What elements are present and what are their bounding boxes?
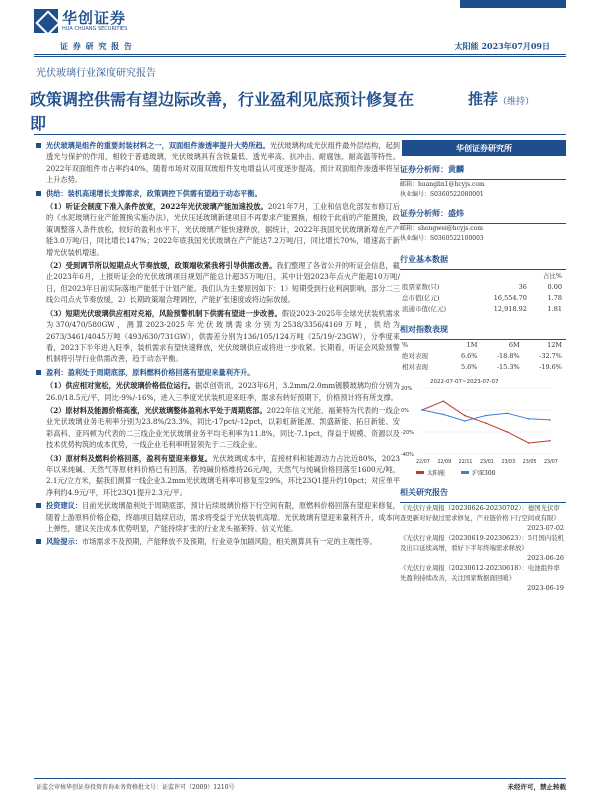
table-cell: 5.6% bbox=[460, 362, 478, 371]
table-row bbox=[400, 361, 564, 372]
table-cell: 12,918.92 bbox=[493, 304, 527, 313]
series-point bbox=[443, 400, 445, 402]
rating-main: 推荐 bbox=[468, 90, 499, 108]
paragraph-text: 光伏玻璃成本中，直接材料和能源动力占比近80%，2023年以来纯碱、天然气等原材料价格已有回落，若纯碱价格维持26元/吨，天然气与纯碱价格回落至1600元/吨，2.1元/立方米，据我们测算一线企业3.2mm光伏玻璃毛利率可修复至29%，环比23Q1提升约10pct；对应单平净利约4.9元/平，环比23Q1提升2.3元/平。 bbox=[46, 453, 400, 497]
analyst-cert: 执业编号：S0360522100003 bbox=[400, 235, 484, 242]
body-paragraph bbox=[36, 188, 400, 199]
paragraph-lead: （3）短期光伏玻璃供应相对充裕，风险预警机制下供需有望进一步改善。 bbox=[46, 308, 282, 318]
body-paragraph bbox=[36, 405, 400, 451]
paragraph-text: 假设2023-2025年全球光伏装机需求为370/470/580GW，测算2023-2025年光伏玻璃需求分别为2538/3356/4169万吨，供给为2673/3461/4045万吨（493/630/731GW），供需差分别为136/105/124万吨（25/19/-23GW），分季度来看，2023下半年进入旺季，装机需求有望快速释放，光伏玻璃供应或将进一步收紧。长期看，听证会风险预警机制将引导行业供需改善，趋于动态平衡。 bbox=[46, 308, 400, 364]
basic-data-header bbox=[400, 270, 564, 281]
table-header-cell bbox=[473, 270, 529, 281]
company-logo bbox=[34, 8, 184, 34]
body-paragraph bbox=[36, 260, 400, 306]
legend-swatch bbox=[416, 471, 424, 474]
x-tick-label: 23/05 bbox=[522, 460, 537, 465]
table-cell: 16,554.70 bbox=[493, 293, 527, 302]
table-row bbox=[400, 350, 564, 361]
table-cell: -18.8% bbox=[496, 351, 520, 360]
legend-item bbox=[416, 468, 445, 477]
report-type: 证 券 研 究 报 告 bbox=[60, 41, 133, 51]
paragraph-lead: 盈利：盈利处于周期底部，原料燃料价格回落有望迎来量利齐升。 bbox=[46, 367, 255, 377]
rating-sub: （维持） bbox=[498, 97, 535, 107]
paragraph-text: 2021年7月，工业和信息化部发布修订后的《水泥玻璃行业产能置换实施办法》，光伏压延玻璃新建项目不再要求产能置换，相较于此前的产能置换，政策调整落入条件放松，较好的盈利水平下，光伏玻璃产能快速释放，据统计，2022年我国光伏玻璃新增在产产能3.0万吨/日，同比增长147%；2022年底我国光伏玻璃在产产能达7.2万吨/日，同比增长70%，增速高于新增光伏装机增速。 bbox=[46, 202, 400, 257]
performance-table bbox=[400, 340, 564, 372]
body-paragraph bbox=[36, 536, 400, 547]
paragraph-lead: （3）原材料及燃料价格回落，盈利有望迎来修复。 bbox=[46, 453, 213, 463]
title-rule bbox=[34, 134, 566, 135]
paragraph-lead: 光伏玻璃是组件的重要封装材料之一，双面组件渗透率提升大势所趋。 bbox=[46, 141, 270, 150]
series-point bbox=[443, 414, 445, 416]
legend-swatch bbox=[461, 471, 469, 474]
paragraph-lead: （2）原材料及能源价格高涨，光伏玻璃整体盈利水平处于周期底部。 bbox=[46, 405, 267, 415]
table-cell: -19.6% bbox=[539, 362, 562, 371]
table-row bbox=[400, 303, 564, 314]
analyst-name: 证券分析师：黄麟 bbox=[400, 164, 464, 174]
chart-title: 2022-07-07~2023-07-07 bbox=[430, 379, 499, 385]
x-tick-label: 22/09 bbox=[437, 460, 452, 465]
table-cell: 1.78 bbox=[547, 293, 562, 302]
x-tick-label: 22/11 bbox=[458, 460, 473, 465]
analyst-email: 邮箱：huanglin1@hcyjs.com bbox=[400, 181, 485, 188]
body-paragraph bbox=[36, 367, 400, 378]
header-rule bbox=[34, 54, 566, 55]
paragraph-lead: （2）受到调节所以短期点火节奏放缓，政策端收紧我将引导供需改善。 bbox=[46, 261, 277, 271]
x-tick-label: 23/01 bbox=[480, 460, 494, 465]
institute-header: 华创证券研究所 bbox=[402, 140, 566, 156]
paragraph-text: 据卓创资讯，2023年6月，3.2mm/2.0mm镀膜玻璃均价分别为26.0/18.5元/平，同比-9%/-16%，进入三季度光伏装机迎来旺季，需求有转好预期下，价格预计将有所支撑。 bbox=[46, 381, 400, 402]
performance-chart-svg bbox=[400, 376, 564, 468]
analyst-name: 证券分析师：盛炜 bbox=[400, 208, 464, 218]
series-point bbox=[485, 422, 487, 424]
logo-name: 华创证券 bbox=[62, 8, 127, 27]
series-point bbox=[549, 440, 551, 442]
table-cell: 36 bbox=[518, 282, 527, 291]
related-report-date: 2023-07-02 bbox=[527, 524, 564, 532]
analyst-email: 邮箱：shengwei@hcyjs.com bbox=[400, 225, 483, 232]
related-report-item bbox=[400, 563, 566, 593]
body-paragraph bbox=[36, 308, 400, 365]
paragraph-lead: 风险提示： bbox=[46, 537, 82, 547]
report-body bbox=[36, 140, 400, 550]
table-row bbox=[400, 292, 564, 303]
table-cell: 1.81 bbox=[547, 304, 562, 313]
body-paragraph bbox=[36, 380, 400, 403]
top-accent-bar bbox=[460, 0, 566, 8]
table-header-cell: 6M bbox=[508, 341, 520, 349]
x-tick-label: 23/03 bbox=[501, 460, 516, 465]
table-header-cell: 1M bbox=[466, 341, 478, 349]
related-report-title: 《光伏行业周报（20230626-20230702）：德国光伏审查更新对好做过需求修复，产业链价格下行空间或有限》 bbox=[400, 504, 560, 522]
body-paragraph bbox=[36, 201, 400, 258]
table-cell: 绝对表现 bbox=[402, 352, 428, 360]
header-rule-2 bbox=[34, 56, 566, 57]
table-cell: 总市值(亿元) bbox=[402, 294, 440, 302]
table-header-cell bbox=[400, 270, 473, 281]
paragraph-lead: 投资建议： bbox=[46, 501, 83, 511]
legend-label: 太阳能 bbox=[427, 470, 446, 477]
table-cell: 0.00 bbox=[547, 282, 562, 291]
paragraph-text: 光伏玻璃构成光伏组件最外层结构，起到透光与保护的作用，相较于普通玻璃，光伏玻璃具有含铁量低、透光率高、抗冲击、耐腐蚀、耐高温等特性。2022年双面组件市占率约40%，随着市场对双面双玻组件发电增益认可度逐步提高，预计双面组件渗透率将呈上升态势。 bbox=[46, 141, 400, 185]
legend-label: 沪深300 bbox=[472, 470, 496, 477]
paragraph-text: 目前光伏玻璃盈利处于周期底部，预计后续玻璃价格下行空间有限，原燃料价格回落有望迎来修复，随着上游原料价格企稳，终端项目陆续启动，需求将受益于光伏装机高增。光伏玻璃有望迎来量利齐升，成本向上弹性，建议关注成本优势明显，产能持续扩张的行业龙头福莱特、信义光能。 bbox=[46, 501, 400, 533]
chart-legend bbox=[416, 468, 566, 477]
related-report-item bbox=[400, 533, 566, 563]
body-paragraph bbox=[36, 453, 400, 499]
legend-item bbox=[461, 468, 495, 477]
series-line-太阳能 bbox=[422, 401, 550, 443]
related-report-item bbox=[400, 503, 566, 533]
table-cell: 流通市值(亿元) bbox=[402, 305, 447, 313]
paragraph-text: 市场需求不及预期，产能释放不及预期，行业竞争加剧风险，相关测算具有一定的主观性等。 bbox=[81, 537, 377, 547]
y-tick-label: 20% bbox=[401, 386, 413, 392]
footer-rule bbox=[34, 778, 566, 779]
basic-data-title: 行业基本数据 bbox=[400, 254, 448, 264]
side-panel bbox=[396, 140, 566, 593]
paragraph-text: 我们整理了各省公开的听证会信息，截止2023年6月，上报听证会的光伏玻璃项目规划产能总计超35万吨/日，其中计划2023年点火产能超10万吨/日，但2023年日前实际落地产能低于计划产能。我们认为主要原因如下：1）短期受到行业利润影响，部分二三线公司点火节奏放缓，2）长期政策端合理调控，产能扩张速度或将边际放缓。 bbox=[46, 261, 400, 305]
footer-copyright: 未经许可，禁止转载 bbox=[507, 783, 566, 791]
rating bbox=[468, 88, 534, 109]
series-point bbox=[507, 431, 509, 433]
series-point bbox=[528, 418, 530, 420]
performance-header bbox=[400, 340, 564, 350]
logo-english: HUA CHUANG SECURITIES bbox=[62, 25, 128, 32]
analyst-list bbox=[396, 164, 566, 244]
series-point bbox=[421, 409, 423, 411]
table-cell: -32.7% bbox=[539, 351, 562, 360]
performance-title: 相对指数表现 bbox=[400, 324, 448, 334]
paragraph-text: 2022年信义光能、福莱特为代表的一线企业光伏玻璃业务毛利率分别为23.8%/23.3%，同比-17pct/-12pct，以彩虹新能源、凯盛新能、拓日新能、安彩高科、亚玛顿为代表的二三线企业光伏玻璃业务平均毛利率为11.8%，同比-7.1pct，得益于规模、资源以及技术优势构筑的成本优势，一线企业毛利率明显领先于二三线企业。 bbox=[46, 405, 400, 450]
table-header-cell: % bbox=[402, 341, 409, 349]
logo-icon bbox=[34, 9, 58, 33]
related-reports bbox=[400, 503, 566, 593]
related-report-title: 《光伏行业周报（20230612-20230618）：电池组件率先盈利持续改善，关注国家数据面回暖》 bbox=[400, 564, 560, 582]
basic-data-table bbox=[400, 270, 564, 314]
series-point bbox=[549, 419, 551, 421]
series-point bbox=[528, 442, 530, 444]
table-header-cell: 12M bbox=[547, 341, 562, 349]
performance-chart bbox=[400, 376, 564, 468]
related-reports-title: 相关研究报告 bbox=[400, 487, 448, 497]
table-header-cell: 占比% bbox=[542, 272, 562, 280]
body-paragraph bbox=[36, 140, 400, 186]
table-cell: -15.3% bbox=[496, 362, 520, 371]
y-tick-label: -40% bbox=[401, 452, 414, 458]
related-report-date: 2023-06-26 bbox=[527, 554, 564, 562]
table-row bbox=[400, 281, 564, 292]
analyst-cert: 执业编号：S0360522080001 bbox=[400, 191, 484, 198]
table-cell: 股票家数(只) bbox=[402, 283, 440, 291]
table-cell: 6.6% bbox=[460, 351, 478, 360]
paragraph-lead: （1）供应相对宽松，光伏玻璃价格低位运行。 bbox=[46, 381, 195, 391]
body-paragraph bbox=[36, 500, 400, 534]
series-point bbox=[507, 413, 509, 415]
y-tick-label: -20% bbox=[401, 430, 414, 436]
footer-license: 证监会审核华创证券投资咨询业务资格批文号：证监许可（2009）1210号 bbox=[36, 784, 235, 791]
report-date: 太阳能 2023年07月09日 bbox=[454, 41, 550, 51]
report-title: 政策调控供需有望边际改善，行业盈利见底预计修复在即 bbox=[30, 90, 415, 133]
related-report-title: 《光伏行业周报（20230619-20230623）：5月国内装机及出口延续高增，看好下半年终端需求释放》 bbox=[400, 534, 564, 552]
y-tick-label: 0% bbox=[401, 408, 409, 414]
x-tick-label: 23/07 bbox=[544, 460, 558, 465]
related-report-date: 2023-06-19 bbox=[527, 584, 564, 592]
series-point bbox=[464, 420, 466, 422]
table-cell: 相对表现 bbox=[402, 363, 428, 371]
x-tick-label: 22/07 bbox=[416, 460, 430, 465]
series-point bbox=[464, 415, 466, 417]
paragraph-lead: 供给：装机高速增长支撑需求，政策调控下供需有望趋于动态平衡。 bbox=[46, 188, 262, 198]
report-category: 光伏玻璃行业深度研究报告 bbox=[36, 68, 156, 79]
paragraph-lead: （1）听证会制度下准入条件放宽，2022年光伏玻璃产能加速投放。 bbox=[46, 202, 268, 212]
series-point bbox=[485, 415, 487, 417]
